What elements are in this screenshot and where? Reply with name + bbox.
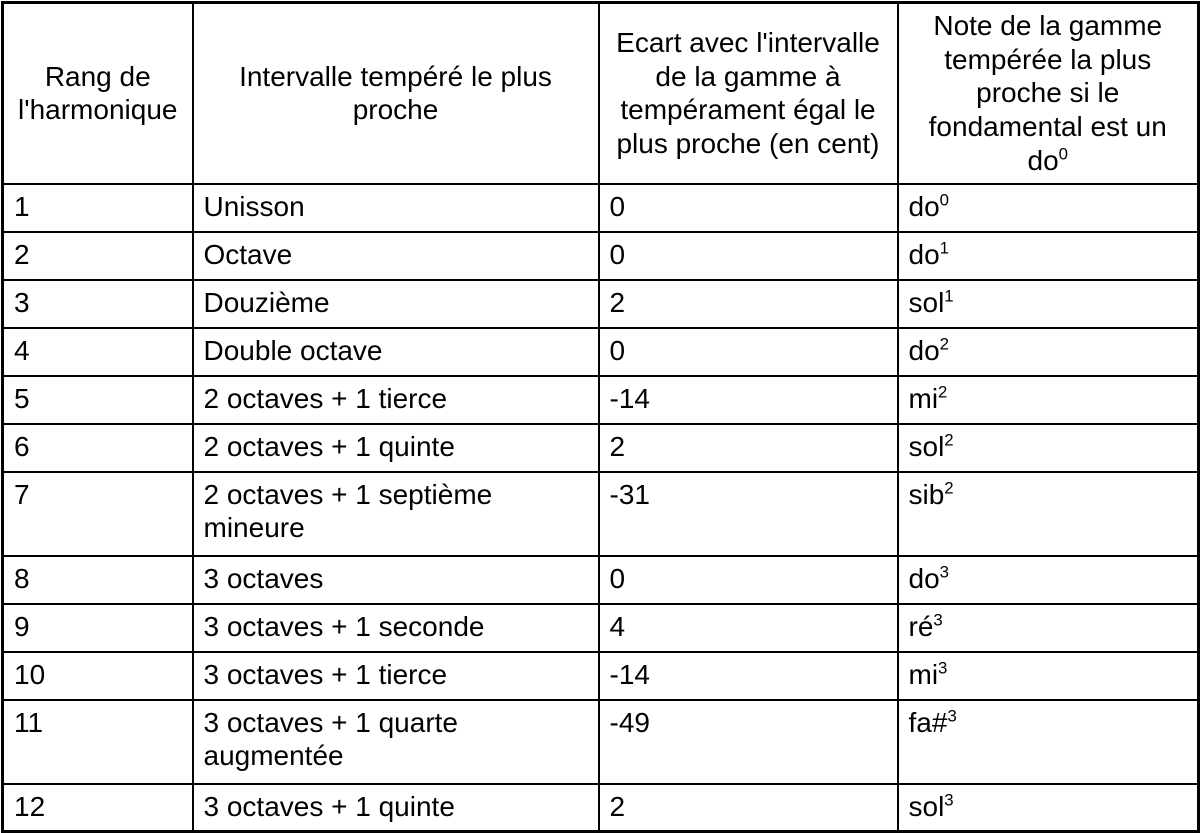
cell-deviation: -14	[599, 376, 898, 424]
cell-deviation: -31	[599, 472, 898, 556]
cell-rank: 8	[3, 556, 193, 604]
cell-interval: 3 octaves + 1 quarte augmentée	[193, 700, 599, 784]
note-octave-superscript: 2	[938, 382, 948, 402]
cell-note	[898, 232, 1199, 280]
note-octave-superscript: 0	[939, 190, 949, 210]
table-row	[3, 652, 1199, 700]
cell-note	[898, 700, 1199, 784]
cell-deviation: 2	[599, 280, 898, 328]
note-octave-superscript: 3	[944, 790, 954, 810]
col-header-interval: Intervalle tempéré le plus proche	[193, 3, 599, 184]
cell-rank: 12	[3, 784, 193, 832]
note-octave-superscript: 1	[944, 286, 954, 306]
cell-note	[898, 652, 1199, 700]
note-octave-superscript: 3	[933, 610, 943, 630]
cell-interval: 2 octaves + 1 septième mineure	[193, 472, 599, 556]
cell-interval: 3 octaves + 1 tierce	[193, 652, 599, 700]
harmonics-table	[1, 1, 1200, 833]
cell-interval: Double octave	[193, 328, 599, 376]
cell-rank: 4	[3, 328, 193, 376]
cell-interval: Douzième	[193, 280, 599, 328]
cell-note	[898, 280, 1199, 328]
table-row	[3, 784, 1199, 832]
cell-note	[898, 472, 1199, 556]
table-row	[3, 184, 1199, 232]
cell-interval: Unisson	[193, 184, 599, 232]
cell-interval: 3 octaves + 1 seconde	[193, 604, 599, 652]
cell-deviation: 4	[599, 604, 898, 652]
note-octave-superscript: 2	[944, 430, 954, 450]
note-name: mi	[908, 382, 939, 414]
note-name: sib	[908, 478, 945, 510]
note-name: do	[908, 190, 940, 222]
cell-rank: 5	[3, 376, 193, 424]
note-octave-superscript: 3	[938, 658, 948, 678]
cell-interval: 3 octaves + 1 quinte	[193, 784, 599, 832]
table-row	[3, 424, 1199, 472]
table-row	[3, 604, 1199, 652]
cell-note	[898, 184, 1199, 232]
table-row	[3, 376, 1199, 424]
cell-rank: 10	[3, 652, 193, 700]
cell-rank: 6	[3, 424, 193, 472]
note-octave-superscript: 2	[944, 478, 954, 498]
note-name: sol	[908, 790, 945, 822]
table-row	[3, 472, 1199, 556]
header-row	[3, 3, 1199, 184]
cell-interval: 3 octaves	[193, 556, 599, 604]
note-name: do	[908, 562, 940, 594]
table-row	[3, 556, 1199, 604]
note-name: sol	[908, 286, 945, 318]
cell-deviation: 0	[599, 556, 898, 604]
cell-interval: Octave	[193, 232, 599, 280]
cell-deviation: 0	[599, 232, 898, 280]
cell-rank: 7	[3, 472, 193, 556]
cell-interval: 2 octaves + 1 tierce	[193, 376, 599, 424]
note-octave-superscript: 1	[939, 238, 949, 258]
table-row	[3, 280, 1199, 328]
col-header-note	[898, 3, 1199, 184]
col-header-rank: Rang de l'harmonique	[3, 3, 193, 184]
table-header	[3, 3, 1199, 184]
cell-deviation: -49	[599, 700, 898, 784]
note-octave-superscript: 0	[1058, 144, 1068, 164]
note-name: ré	[908, 610, 934, 642]
cell-rank: 2	[3, 232, 193, 280]
cell-note	[898, 556, 1199, 604]
note-octave-superscript: 3	[947, 706, 957, 726]
cell-interval: 2 octaves + 1 quinte	[193, 424, 599, 472]
cell-rank: 9	[3, 604, 193, 652]
note-octave-superscript: 2	[939, 334, 949, 354]
cell-deviation: -14	[599, 652, 898, 700]
cell-deviation: 0	[599, 328, 898, 376]
note-name: do	[908, 334, 940, 366]
note-name: do	[908, 238, 940, 270]
table-body	[3, 184, 1199, 832]
cell-note	[898, 328, 1199, 376]
col-header-note-text: Note de la gamme tempérée la plus proche si le fondamental est un	[928, 10, 1167, 143]
note-name: do	[1027, 144, 1059, 176]
col-header-deviation: Ecart avec l'intervalle de la gamme à tempérament égal le plus proche (en cent)	[599, 3, 898, 184]
cell-note	[898, 604, 1199, 652]
note-octave-superscript: 3	[939, 562, 949, 582]
note-name: sol	[908, 430, 945, 462]
cell-rank: 11	[3, 700, 193, 784]
table-row	[3, 232, 1199, 280]
col-header-note-symbol	[905, 144, 1192, 178]
cell-note	[898, 424, 1199, 472]
cell-deviation: 0	[599, 184, 898, 232]
cell-note	[898, 376, 1199, 424]
table-row	[3, 700, 1199, 784]
cell-deviation: 2	[599, 784, 898, 832]
cell-deviation: 2	[599, 424, 898, 472]
cell-note	[898, 784, 1199, 832]
note-name: mi	[908, 658, 939, 690]
note-name: fa#	[908, 706, 948, 738]
cell-rank: 3	[3, 280, 193, 328]
table-row	[3, 328, 1199, 376]
cell-rank: 1	[3, 184, 193, 232]
